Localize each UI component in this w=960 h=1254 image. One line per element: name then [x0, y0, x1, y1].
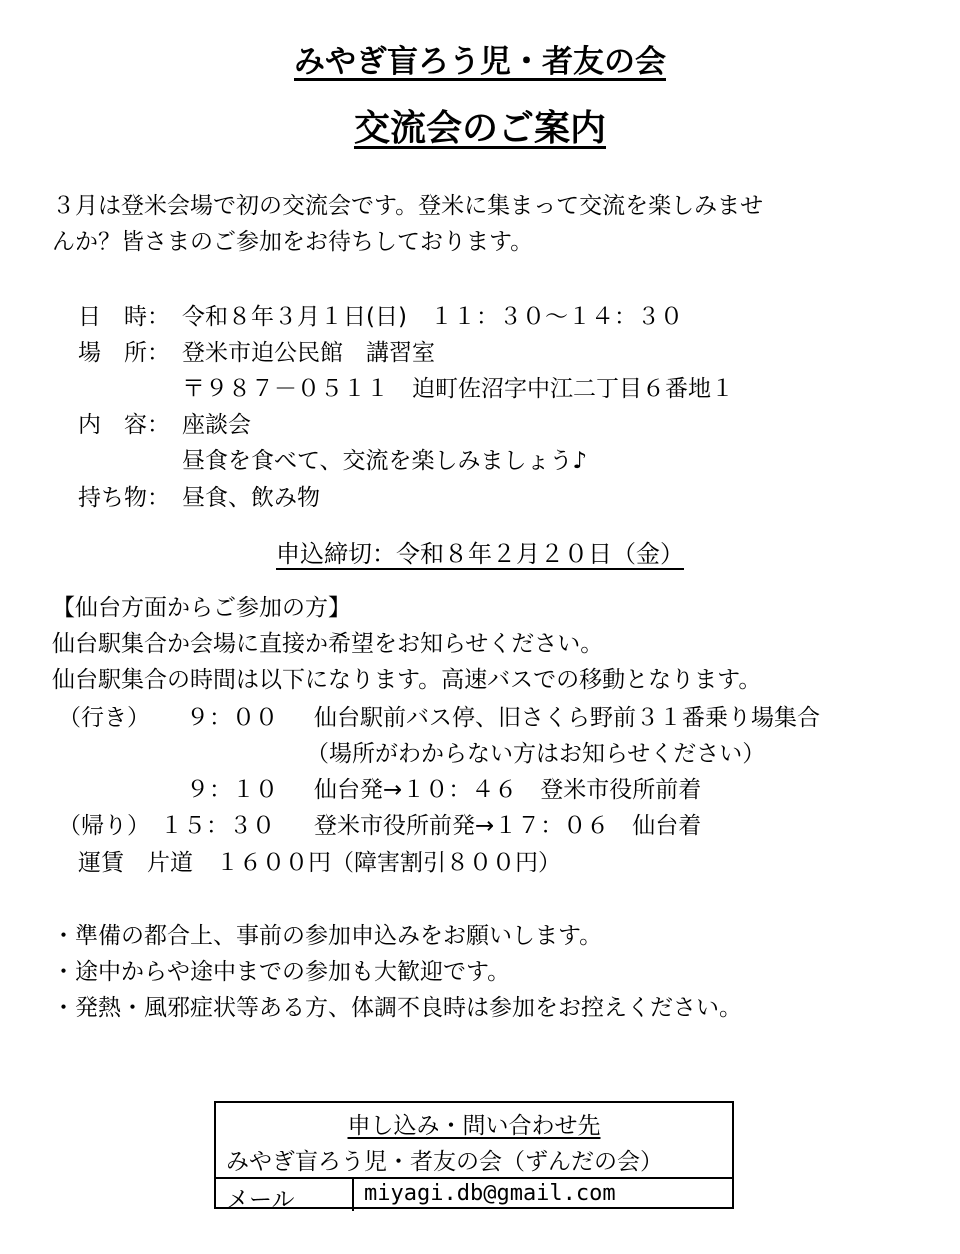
note-2: ・途中からや途中までの参加も大歓迎です。: [52, 959, 511, 985]
datetime-label: 日 時：: [78, 304, 170, 330]
place-address: 〒９８７－０５１１ 迫町佐沼字中江二丁目６番地１: [182, 376, 734, 402]
place-label: 場 所：: [78, 340, 170, 366]
contact-org: みやぎ盲ろう児・者友の会（ずんだの会）: [226, 1149, 663, 1175]
datetime-value: 令和８年３月１日(日) １１：３０～１４：３０: [182, 304, 683, 330]
go-time-1: ９：００: [186, 705, 278, 731]
deadline: 申込締切：令和８年２月２０日（金）: [276, 540, 684, 568]
mail-divider: [352, 1179, 354, 1211]
place-value: 登米市迫公民館 講習室: [182, 340, 435, 366]
content-value-1: 座談会: [182, 412, 251, 438]
go-label: （行き）: [58, 705, 150, 731]
org-title: みやぎ盲ろう児・者友の会: [294, 44, 666, 80]
go-desc-2: 仙台発→１０：４６ 登米市役所前着: [314, 777, 702, 803]
go-time-2: ９：１０: [186, 777, 278, 803]
mail-label: メール: [226, 1187, 295, 1213]
intro-line-2: んか？皆さまのご参加をお待ちしております。: [52, 229, 534, 255]
contact-mail-row: [216, 1177, 732, 1211]
note-3: ・発熱・風邪症状等ある方、体調不良時は参加をお控えください。: [52, 995, 742, 1021]
contact-box: [214, 1101, 734, 1213]
sendai-line-2: 仙台駅集合の時間は以下になります。高速バスでの移動となります。: [52, 667, 762, 693]
bring-label: 持ち物：: [78, 485, 170, 511]
return-desc: 登米市役所前発→１７：０６ 仙台着: [314, 813, 702, 839]
go-desc-1: 仙台駅前バス停、旧さくら野前３１番乗り場集合: [314, 705, 820, 731]
fare: 運賃 片道 １６００円（障害割引８００円）: [78, 850, 561, 876]
contact-heading: 申し込み・問い合わせ先: [347, 1113, 601, 1139]
sendai-line-1: 仙台駅集合か会場に直接か希望をお知らせください。: [52, 631, 604, 657]
note-1: ・準備の都合上、事前の参加申込みをお願いします。: [52, 923, 603, 949]
return-label: （帰り）: [58, 813, 150, 839]
go-note: （場所がわからない方はお知らせください）: [306, 741, 766, 767]
return-time: １５：３０: [160, 813, 275, 839]
event-title: 交流会のご案内: [353, 108, 606, 149]
sendai-heading: 【仙台方面からご参加の方】: [52, 595, 351, 621]
content-value-2: 昼食を食べて、交流を楽しみましょう♪: [182, 448, 588, 474]
intro-line-1: ３月は登米会場で初の交流会です。登米に集まって交流を楽しみませ: [52, 193, 764, 219]
bring-value: 昼食、飲み物: [182, 485, 320, 511]
mail-address[interactable]: miyagi.db@gmail.com: [364, 1181, 616, 1206]
content-label: 内 容：: [78, 412, 170, 438]
